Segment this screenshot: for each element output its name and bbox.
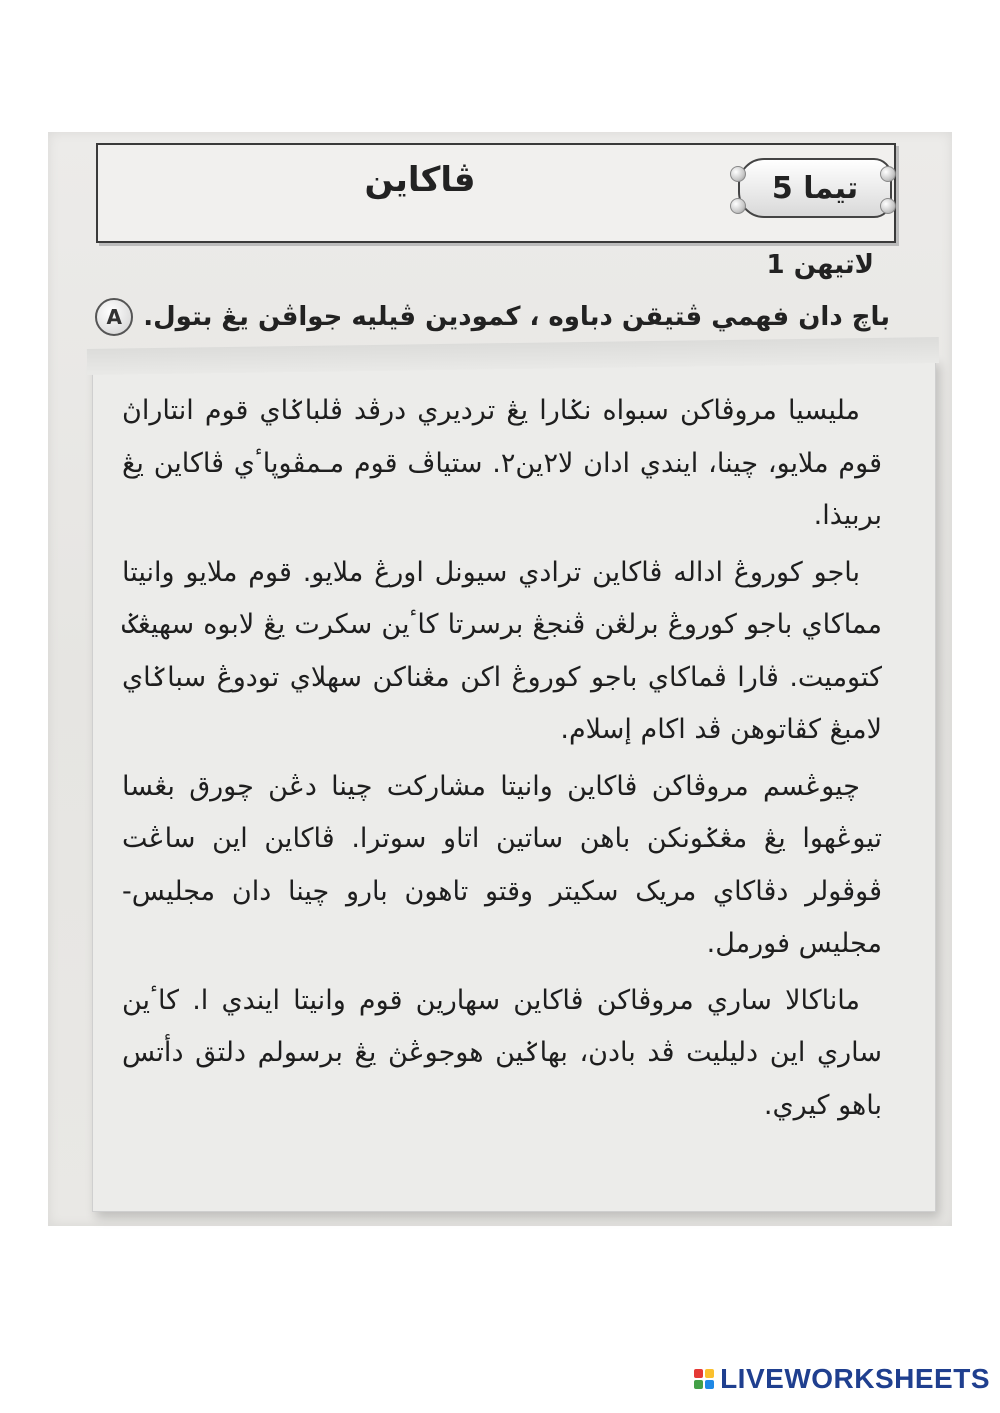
- passage-paragraph: ماناكالا ساري مروڤاكن ڤاكاين سهارين قوم وانيتا ايندي ا. كاٴين ساري اين دليليت ڤد بادن، بهاݢين هوجوڠڽ يڠ برسولم دلتق دأتس باهو كيري.: [122, 984, 882, 1121]
- reading-passage: [122, 385, 882, 1136]
- tab-rivet-icon: [880, 166, 896, 182]
- brand-name: LIVEWORKSHEETS: [720, 1363, 990, 1394]
- logo-square-red: [694, 1369, 703, 1378]
- instruction: [95, 298, 890, 336]
- passage-paragraph: مليسيا مروڤاكن سبواه نݢارا يڠ ترديري درڤد ڤلباݢاي قوم انتاراڽ قوم ملايو، چينا، ايندي ادان لا٢ين٢. ستياڤ قوم مـمڤوڽاٴي ڤاكاين يڠ بربيذا.: [122, 395, 882, 531]
- tab-rivet-icon: [730, 166, 746, 182]
- liveworksheets-logo: [694, 1363, 990, 1395]
- instruction-text: باچ دان فهمي ڤتيقن دباوه ، كمودين ڤيليه جواڤن يڠ بتول.: [143, 302, 890, 332]
- passage-paragraph: باجو كوروڠ اداله ڤاكاين ترادي سيونل اورڠ ملايو. قوم ملايو وانيتا مماكاي باجو كوروڠ برلڠن ڤنجڠ برسرتا كاٴين سكرت يڠ لابوه سهيڠݢ كتوميت. ڤارا ڤماكاي باجو كوروڠ اكن مڠناكن سهلاي تودوڠ سباݢاي لامبڠ كڤاتوهن ڤد اكام إسلام.: [122, 556, 882, 745]
- logo-square-yellow: [705, 1369, 714, 1378]
- logo-square-green: [694, 1380, 703, 1389]
- tab-rivet-icon: [730, 198, 746, 214]
- passage-paragraph: چيوڠسم مروڤاكن ڤاكاين وانيتا مشاركت چينا دڠن چورق بڠسا تيوڠهوا يڠ مڠݢونكن باهن ساتين اتاو سوترا. ڤاكاين اين ساڠت ڤوڤولر دڤاكاي مريک سکيتر وقتو تاهون بارو چينا دان مجليس- مجليس فورمل.: [122, 770, 882, 959]
- section-a-badge: A: [95, 298, 133, 336]
- page-title: ڤاكاين: [364, 160, 476, 200]
- exercise-label: لاتيهن 1: [766, 250, 874, 280]
- liveworksheets-logo-icon: [694, 1369, 714, 1389]
- tab-rivet-icon: [880, 198, 896, 214]
- logo-square-blue: [705, 1380, 714, 1389]
- theme-badge: تيما 5: [738, 158, 892, 218]
